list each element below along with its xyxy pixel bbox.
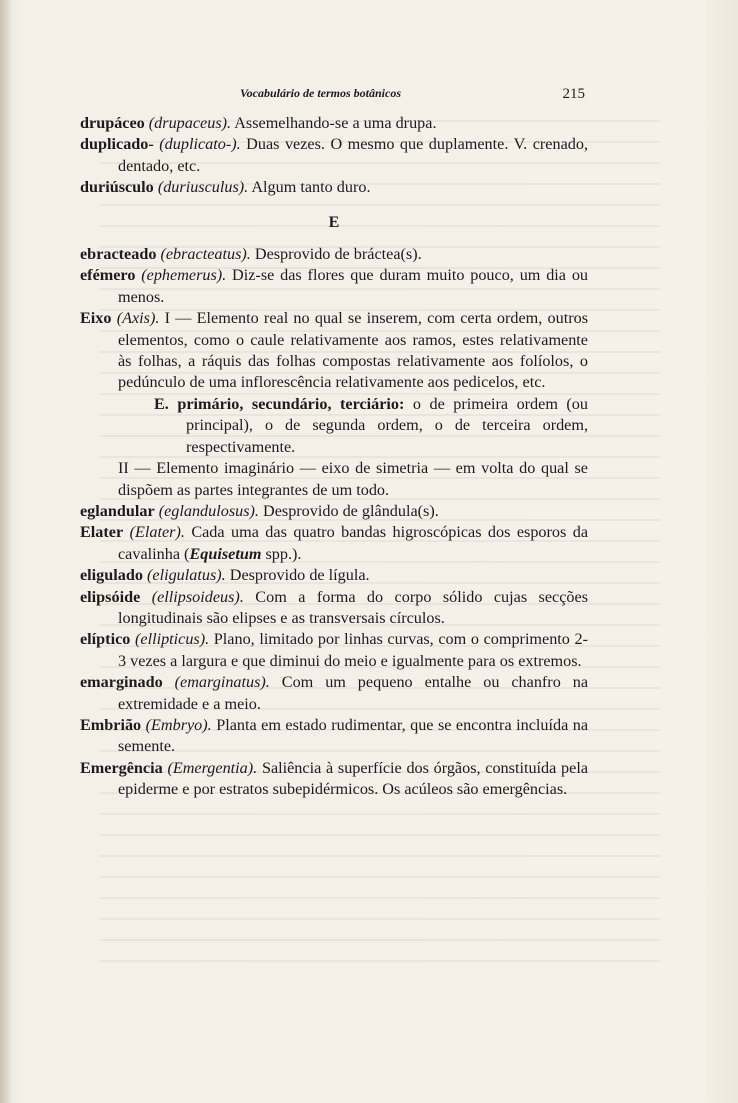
entry-definition: Plano, limitado por linhas curvas, com o comprimento 2-3 vezes a largura e que diminui do meio e igualmente para os extremos. xyxy=(118,630,589,670)
glossary-entry-eixo xyxy=(80,308,588,394)
glossary-entry-elipsoide xyxy=(80,587,588,630)
running-title: Vocabulário de termos botânicos xyxy=(240,86,402,100)
entry-definition: Com um pequeno entalhe ou chanfro na extremidade e a meio. xyxy=(118,673,589,713)
glossary-entry-duriusculo xyxy=(80,177,588,198)
entry-definition: Diz-se das flores que duram muito pouco, um dia ou menos. xyxy=(118,266,589,306)
entry-latin: (Embryo). xyxy=(145,715,212,734)
entry-term: ebracteado xyxy=(80,245,157,264)
entry-term: Eixo xyxy=(80,309,112,328)
entry-latin: (eglandulosus). xyxy=(158,501,259,520)
entry-term: drupáceo xyxy=(80,114,145,132)
entry-term: elíptico xyxy=(80,630,131,649)
entry-latin: (Axis). xyxy=(116,309,160,328)
glossary-entry-efemero xyxy=(80,265,588,308)
page-header xyxy=(80,86,585,108)
entry-definition: Algum tanto duro. xyxy=(248,178,371,197)
glossary-entry-eixo-ii xyxy=(80,458,588,501)
entry-term: Elater xyxy=(80,523,124,542)
subentry-definition: o de primeira ordem (ou principal), o de segunda ordem, o de terceira ordem, respectivamente. xyxy=(186,394,588,456)
entry-definition-end: spp.). xyxy=(261,544,302,563)
entry-definition: Com a forma do corpo sólido cujas secções longitudinais são elipses e as transversais círculos. xyxy=(118,587,588,627)
entry-term: emarginado xyxy=(80,673,163,692)
entry-latin: (emarginatus). xyxy=(174,673,270,692)
entry-definition: Desprovido de glândula(s). xyxy=(258,501,439,520)
section-letter-heading: E xyxy=(328,213,340,231)
entry-latin: (ebracteatus). xyxy=(160,245,251,264)
glossary-entry-elater xyxy=(80,522,588,565)
entry-latin: (drupaceus). xyxy=(148,114,232,132)
glossary-entry-eligulado xyxy=(80,565,588,586)
entry-latin: (eligulatus). xyxy=(147,566,226,585)
entry-definition: Cada uma das quatro bandas higroscópicas dos esporos da cavalinha ( xyxy=(118,523,588,563)
entry-definition: Saliência à superfície dos órgãos, constituída pela epiderme e por estratos subepidérmicos. Os acúleos são emergências. xyxy=(118,758,588,799)
spine-shadow xyxy=(0,0,12,1103)
entry-definition: II — Elemento imaginário — eixo de simetria — em volta do qual se dispõem as partes integrantes de um todo. xyxy=(118,459,588,499)
glossary-entry-drupaceo xyxy=(80,113,588,134)
entry-latin: (duplicato-). xyxy=(159,135,241,154)
entry-term: efémero xyxy=(80,266,136,285)
entry-definition: Desprovido de bráctea(s). xyxy=(250,245,422,264)
page-number: 215 xyxy=(562,86,585,102)
entry-definition: Desprovido de lígula. xyxy=(225,566,370,585)
glossary-text xyxy=(80,113,588,801)
entry-latin: (ephemerus). xyxy=(141,266,227,285)
entry-term: eglandular xyxy=(80,501,155,520)
glossary-entry-eglandular xyxy=(80,501,588,522)
entry-latin: (Elater). xyxy=(129,523,185,542)
entry-genus-name: Equisetum xyxy=(189,544,262,563)
entry-term: eligulado xyxy=(80,566,143,585)
entry-term: duplicado- xyxy=(80,135,154,154)
entry-latin: (duriusculus). xyxy=(157,178,249,197)
glossary-entry-embriao xyxy=(80,715,588,758)
glossary-entry-duplicado xyxy=(80,134,588,177)
entry-term: elipsóide xyxy=(80,587,141,606)
entry-term: Embrião xyxy=(80,715,142,734)
entry-term: duriúsculo xyxy=(80,178,154,197)
entry-definition: Duas vezes. O mesmo que duplamente. V. crenado, dentado, etc. xyxy=(118,135,589,175)
entry-latin: (ellipsoideus). xyxy=(151,587,244,606)
glossary-entry-emergencia xyxy=(80,758,588,801)
entry-definition: I — Elemento real no qual se inserem, com certa ordem, outros elementos, como o caule relativamente aos ramos, estes relativamente às folhas, a ráquis das folhas compostas relativamente aos folíolos, o pedúnculo de uma inflorescência relativamente aos pedicelos, etc. xyxy=(118,309,588,392)
entry-latin: (ellipticus). xyxy=(135,630,210,649)
entry-term: Emergência xyxy=(80,758,163,777)
subentry-term: E. primário, secundário, terciário: xyxy=(154,394,405,413)
entry-latin: (Emergentia). xyxy=(167,758,258,777)
glossary-entry-emarginado xyxy=(80,672,588,715)
glossary-entry-eliptico xyxy=(80,629,588,672)
entry-definition: Planta em estado rudimentar, que se encontra incluída na semente. xyxy=(118,715,589,756)
entry-definition: Assemelhando-se a uma drupa. xyxy=(231,114,437,132)
glossary-entry-ebracteado xyxy=(80,244,588,265)
glossary-subentry-eixo-primario xyxy=(80,394,588,458)
